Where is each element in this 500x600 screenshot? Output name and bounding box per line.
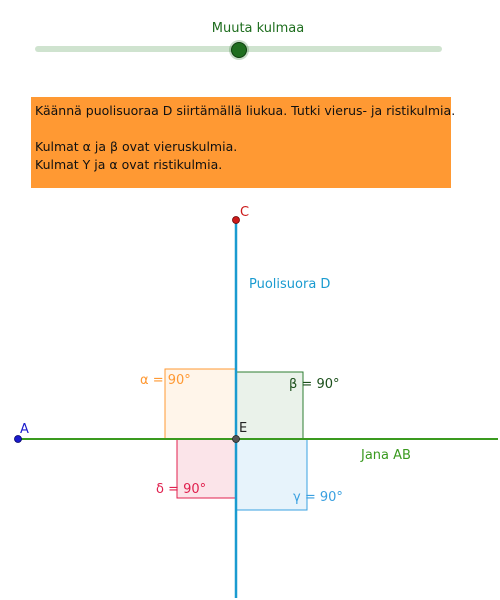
point-c-label: C [240, 205, 250, 220]
instruction-text: Käännä puolisuoraa D siirtämällä liukua. Tutki vierus- ja ristikulmia. [35, 103, 456, 118]
point-e[interactable] [233, 436, 240, 443]
info-line-2: Kulmat Y ja α ovat ristikulmia. [35, 157, 223, 172]
point-e-label: E [239, 421, 248, 436]
info-line-1: Kulmat α ja β ovat vieruskulmia. [35, 139, 238, 154]
alpha-label: α = 90° [140, 373, 191, 388]
slider-label: Muuta kulmaa [211, 21, 305, 36]
point-a-label: A [20, 422, 29, 437]
beta-label: β = 90° [289, 377, 340, 392]
ray-label: Puolisuora D [249, 277, 331, 292]
point-c[interactable] [233, 217, 240, 224]
gamma-label: γ = 90° [293, 490, 343, 505]
segment-label: Jana AB [361, 448, 411, 463]
delta-label: δ = 90° [156, 482, 207, 497]
